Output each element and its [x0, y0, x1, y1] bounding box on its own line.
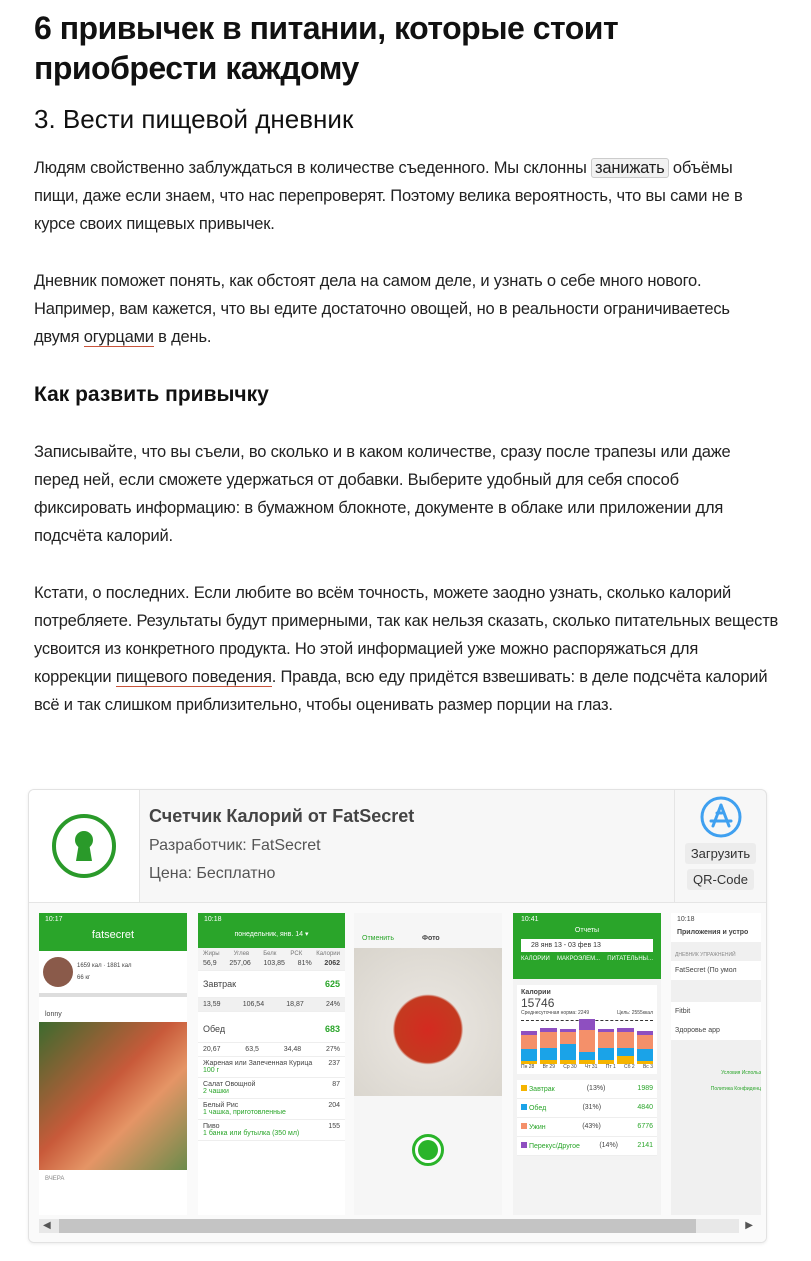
article	[34, 8, 779, 719]
app-store-icon[interactable]	[700, 796, 742, 838]
reports-title: Отчеты	[574, 927, 600, 934]
day-bar	[579, 1019, 595, 1064]
avatar	[43, 957, 73, 987]
food-item: Салат Овощной 2 чашки 87	[198, 1078, 345, 1099]
app-developer: Разработчик: FatSecret	[149, 837, 321, 854]
scroll-right-icon[interactable]: ▶	[745, 1220, 753, 1231]
scrollbar-thumb[interactable]	[59, 1219, 696, 1233]
section-heading: 3. Вести пищевой дневник	[34, 104, 354, 134]
day-label: Чт 31	[584, 1064, 598, 1070]
day-bar	[560, 1029, 576, 1064]
calories-total: 15746	[521, 996, 555, 1010]
paragraph	[34, 267, 779, 351]
food-photo	[39, 1022, 187, 1170]
bar-segment	[560, 1032, 576, 1044]
app-card	[28, 789, 767, 1243]
food-item: Жареная или Запеченная Курица 100 г 237	[198, 1057, 345, 1078]
app-price: Цена: Бесплатно	[149, 865, 276, 882]
screenshot-camera[interactable]	[354, 913, 502, 1215]
day-bar	[637, 1031, 653, 1064]
bar-segment	[617, 1056, 633, 1064]
bar-segment	[617, 1032, 633, 1048]
bar-segment	[598, 1032, 614, 1048]
keyhole-icon	[51, 813, 117, 879]
col-calories: Калории	[316, 951, 340, 957]
screenshot-diary[interactable]: 10:18 понедельник, янв. 14 ▾ Жиры Углев Белк РСК Калории 56,9 257,06 103,85 81% 2062 Завтрак 625 13,59 106,54 18,87 24% Обед 683 20,67 63,5 34,48 27% Жареная или Запеченная Курица 100 г 237 Салат Овощной 2 чашки 87 Белый Рис 1 чашка, приготовленные 204 Пиво 1 банка или бутылка (350 мл) 155	[198, 913, 345, 1215]
day-label: Пт 1	[605, 1064, 616, 1070]
meal-lunch: Обед 683	[198, 1016, 345, 1043]
text: Людям свойственно заблуждаться в количестве съеденного. Мы склонны	[34, 159, 592, 177]
day-label: Сб 2	[624, 1064, 635, 1070]
bar-segment	[560, 1044, 576, 1060]
shutter-button	[412, 1134, 444, 1166]
fatsecret-row: FatSecret (По умол	[671, 961, 761, 980]
cancel-button: Отменить	[362, 935, 394, 942]
day-label: Вт 29	[542, 1064, 555, 1070]
horizontal-scrollbar[interactable]	[39, 1219, 753, 1233]
status-time: 10:17	[45, 916, 63, 923]
feed-date: ВЧЕРА	[45, 1176, 65, 1182]
food-item: Белый Рис 1 чашка, приготовленные 204	[198, 1099, 345, 1120]
calories-label: Калории	[521, 989, 551, 996]
screenshot-apps[interactable]: 10:18 Приложения и устро ДНЕВНИК УПРАЖНЕНИЙ FatSecret (По умол Fitbit Здоровье app Условия Использ Политика Конфиденц	[671, 913, 761, 1215]
screenshot-feed[interactable]: 10:17 fatsecret 1659 кал · 1881 кал 66 кг lonny ВЧЕРА	[39, 913, 187, 1215]
text: Кстати, о последних. Если любите во всём точность, можете заодно узнать, сколько калорий потребляете. Результаты будут примерными, так как нельзя сказать, сколько питательных веществ усвоится из конкретного продукта. Но этой информацией уже можно распоряжаться для коррекции	[34, 584, 779, 686]
day-bar	[617, 1028, 633, 1064]
text: в день.	[153, 328, 212, 346]
col-carbs: Углев	[233, 951, 250, 957]
day-label: Вс 3	[642, 1064, 653, 1070]
paragraph	[34, 579, 779, 719]
camera-title: Фото	[422, 935, 440, 942]
day-bar	[598, 1029, 614, 1064]
download-button[interactable]: Загрузить	[685, 843, 756, 864]
col-fat: Жиры	[203, 951, 220, 957]
eaten-kcal: 1659 кал	[77, 963, 102, 969]
scroll-left-icon[interactable]: ◀	[43, 1220, 51, 1231]
bar-segment	[579, 1019, 595, 1030]
day-bar	[521, 1031, 537, 1064]
apps-title: Приложения и устро	[677, 929, 749, 936]
columns-header-row	[198, 948, 345, 957]
apple-photo	[354, 948, 502, 1096]
article-title: 6 привычек в питании, которые стоит приобрести каждому	[34, 10, 619, 86]
fitbit-row: Fitbit	[671, 1002, 761, 1021]
bar-segment	[521, 1049, 537, 1061]
legend-row: Перекус/Другое (14%) 2141	[517, 1137, 657, 1156]
app-logo[interactable]	[29, 790, 140, 902]
day-bar	[540, 1028, 556, 1064]
bar-segment	[579, 1030, 595, 1052]
health-row: Здоровье app	[671, 1021, 761, 1040]
status-time: 10:41	[521, 916, 539, 923]
text: . Правда, всю еду придётся взвешивать: в деле подсчёта калорий всё и так слишком приблизительно, чтобы оценивать размер порции на глаз.	[34, 668, 768, 714]
legend-row: Ужин (43%) 6776	[517, 1118, 657, 1137]
qr-code-button[interactable]: QR-Code	[687, 869, 754, 890]
bar-segment	[637, 1049, 653, 1061]
subheading: Как развить привычку	[34, 383, 269, 406]
status-time: 10:18	[204, 916, 222, 923]
text: объёмы пищи, даже если знаем, что нас перепроверят. Поэтому велика вероятность, что вы сами не в курсе своих пищевых привычек.	[34, 159, 743, 233]
day-label: Пн 28	[521, 1064, 535, 1070]
bar-segment	[598, 1048, 614, 1060]
app-name[interactable]: Счетчик Калорий от FatSecret	[149, 806, 415, 826]
bar-segment	[540, 1032, 556, 1048]
bar-segment	[540, 1048, 556, 1060]
feed-user: lonny	[39, 993, 187, 1022]
text: Дневник поможет понять, как обстоят дела на самом деле, и узнать о себе много нового. Например, вам кажется, что вы едите достаточно овощей, но в реальности ограничиваетесь двумя	[34, 272, 730, 346]
day-label: Ср 30	[563, 1064, 577, 1070]
weight: 66 кг	[77, 975, 91, 981]
paragraph: Записывайте, что вы съели, во сколько и в каком количестве, сразу после трапезы или даже перед ней, если сможете удержаться от добавки. Выберите удобный для себя способ фиксировать информацию: в бумажном блокноте, документе в облаке или приложении для подсчёта калорий.	[34, 443, 731, 545]
diary-date: понедельник, янв. 14 ▾	[234, 931, 309, 938]
meal-breakfast: Завтрак 625	[198, 971, 345, 998]
food-item: Пиво 1 банка или бутылка (350 мл) 155	[198, 1120, 345, 1141]
legend-row: Обед (31%) 4840	[517, 1099, 657, 1118]
col-protein: Белк	[263, 951, 277, 957]
fatsecret-brand: fatsecret	[91, 929, 135, 941]
calorie-bars	[521, 1020, 653, 1064]
link-cucumbers[interactable]: огурцами	[83, 328, 154, 346]
link-eating-behavior[interactable]: пищевого поведения	[115, 668, 272, 686]
screenshot-gallery[interactable]	[29, 902, 767, 1243]
totals-row: 56,9 257,06 103,85 81% 2062	[198, 957, 345, 971]
paragraph	[34, 154, 779, 238]
burned-kcal: 1881 кал	[106, 963, 132, 969]
date-range: 28 янв 13 - 03 фев 13	[521, 939, 653, 952]
bar-segment	[637, 1035, 653, 1049]
col-rdi: РСК	[290, 951, 303, 957]
screenshot-reports[interactable]: 10:41 Отчеты 28 янв 13 - 03 фев 13 КАЛОРИИ МАКРОЭЛЕМ... ПИТАТЕЛЬНЫ... Калории 15746 Среднесуточная норма: 2249 Цель: 2555ккал Пн 28 Вт 29 Ср 30 Чт 31 Пт 1 Сб 2 Вс 3 Завтрак (13%) 1989 Обед (31%) 4840 Ужин (43%) 6776 Перекус/Другое (14%) 2141	[513, 913, 661, 1215]
highlighted-term[interactable]: занижать	[591, 158, 668, 178]
bar-segment	[579, 1052, 595, 1060]
bar-segment	[521, 1035, 537, 1049]
legend-row: Завтрак (13%) 1989	[517, 1080, 657, 1099]
bar-segment	[617, 1048, 633, 1056]
